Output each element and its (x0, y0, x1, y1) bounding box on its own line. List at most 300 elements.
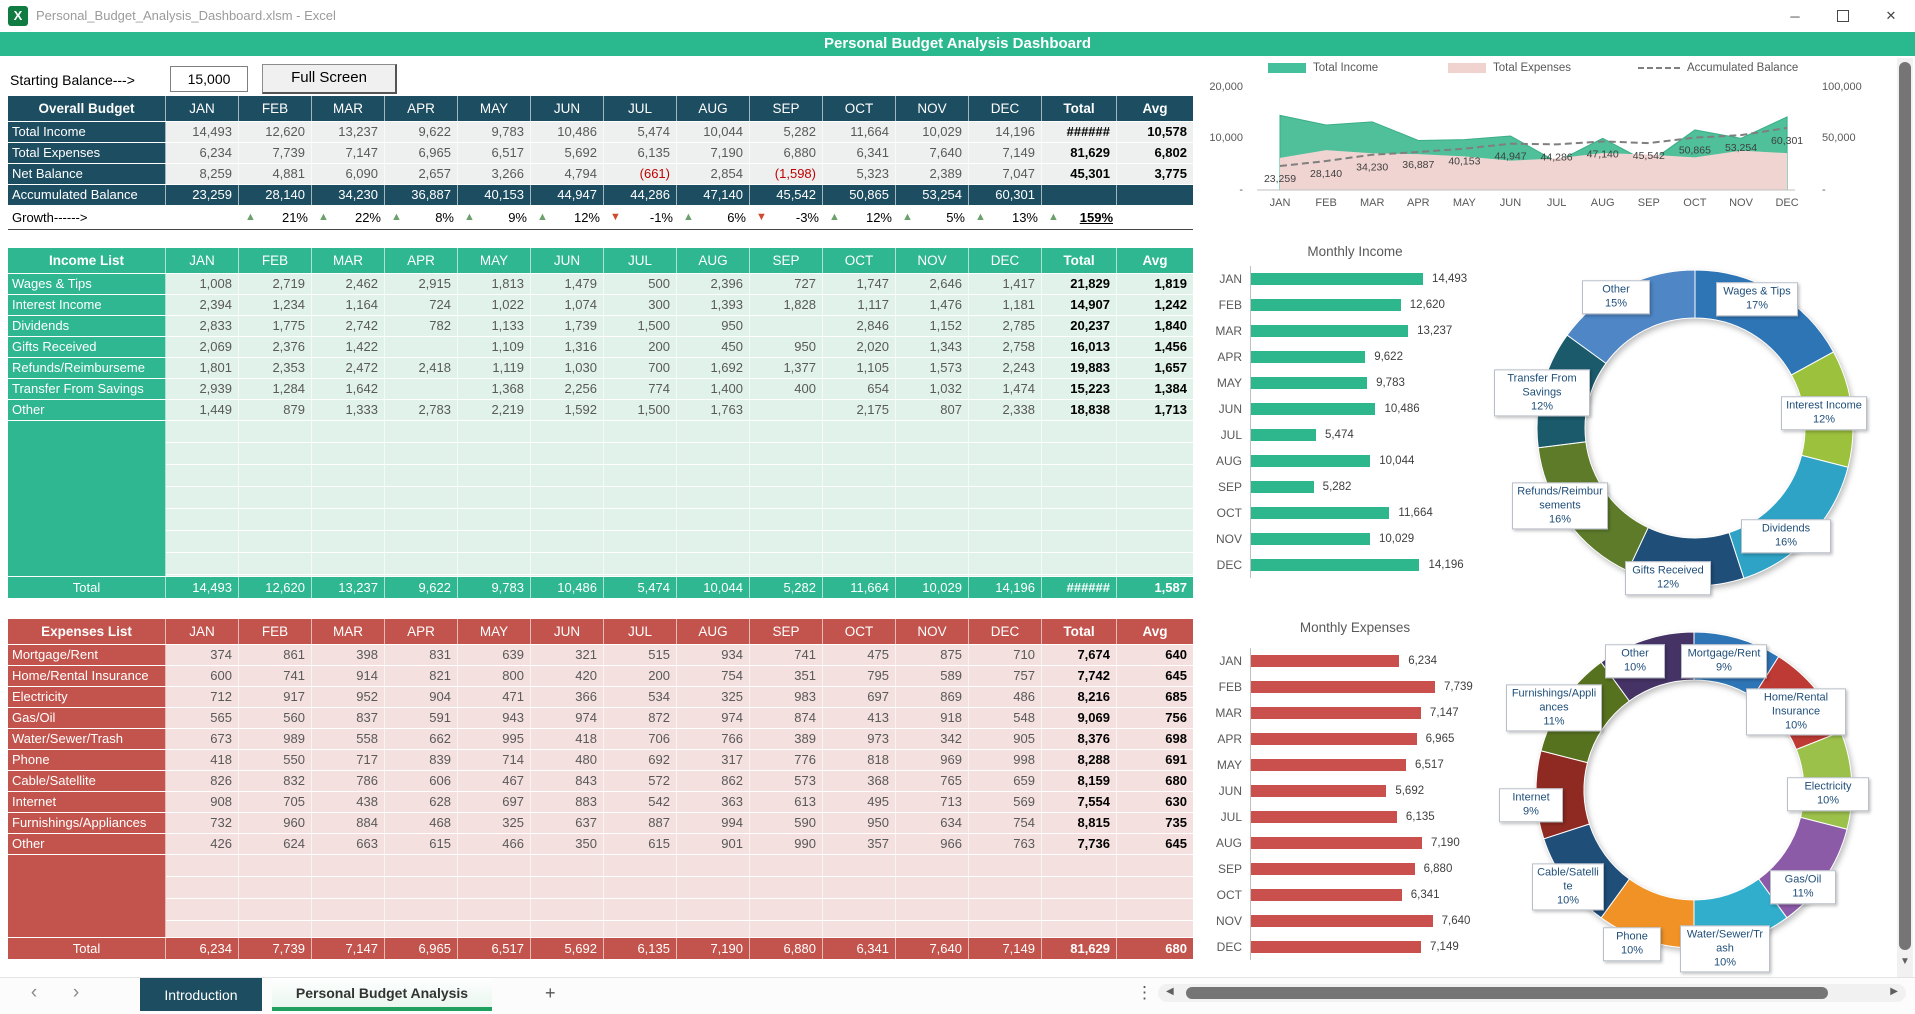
table-cell[interactable]: 766 (677, 729, 750, 749)
table-cell[interactable]: 974 (531, 708, 604, 728)
table-cell[interactable] (1117, 421, 1193, 576)
table-cell[interactable]: 712 (166, 687, 239, 707)
total-cell[interactable]: 20,237 (1042, 316, 1117, 336)
avg-cell[interactable]: 3,775 (1117, 164, 1193, 184)
column-header[interactable]: MAY (458, 96, 531, 121)
table-cell[interactable]: 1,400 (677, 379, 750, 399)
table-cell[interactable]: 515 (604, 645, 677, 665)
table-cell[interactable] (677, 855, 750, 937)
table-cell[interactable] (458, 421, 531, 576)
table-cell[interactable]: 4,794 (531, 164, 604, 184)
total-cell[interactable]: 7,674 (1042, 645, 1117, 665)
table-cell[interactable] (166, 855, 239, 937)
table-cell[interactable]: 1,343 (896, 337, 969, 357)
table-cell[interactable]: 10,044 (677, 577, 750, 598)
row-label[interactable]: Refunds/Reimburseme (8, 358, 166, 378)
table-cell[interactable]: 943 (458, 708, 531, 728)
table-cell[interactable]: 11,664 (823, 577, 896, 598)
table-cell[interactable]: 6,965 (385, 143, 458, 163)
minimize-button[interactable] (1771, 0, 1819, 32)
table-cell[interactable]: 990 (750, 834, 823, 854)
column-header[interactable]: AUG (677, 248, 750, 273)
table-cell[interactable]: 47,140 (677, 185, 750, 205)
total-cell[interactable]: 14,907 (1042, 295, 1117, 315)
table-cell[interactable]: (661) (604, 164, 677, 184)
avg-cell[interactable]: 645 (1117, 666, 1193, 686)
table-cell[interactable]: 989 (239, 729, 312, 749)
column-header[interactable]: Avg (1142, 253, 1168, 268)
table-cell[interactable]: 697 (458, 792, 531, 812)
full-screen-button[interactable]: Full Screen (262, 64, 397, 94)
table-cell[interactable]: 363 (677, 792, 750, 812)
table-cell[interactable] (1042, 421, 1117, 576)
table-cell[interactable]: 639 (458, 645, 531, 665)
table-cell[interactable]: 36,887 (385, 185, 458, 205)
table-cell[interactable]: 450 (677, 337, 750, 357)
table-cell[interactable]: 1,105 (823, 358, 896, 378)
table-cell[interactable] (385, 337, 458, 357)
table-cell[interactable]: 998 (969, 750, 1042, 770)
table-cell[interactable]: 480 (531, 750, 604, 770)
table-cell[interactable] (385, 421, 458, 576)
table-cell[interactable]: 14,493 (166, 577, 239, 598)
table-cell[interactable]: 700 (604, 358, 677, 378)
table-cell[interactable]: 590 (750, 813, 823, 833)
table-cell[interactable]: 2,915 (385, 274, 458, 294)
total-cell[interactable]: 18,838 (1042, 400, 1117, 420)
table-cell[interactable]: 6,341 (823, 938, 896, 959)
table-cell[interactable]: 351 (750, 666, 823, 686)
table-cell[interactable]: 1,573 (896, 358, 969, 378)
column-header[interactable]: JUN (531, 96, 604, 121)
table-cell[interactable]: 872 (604, 708, 677, 728)
table-cell[interactable]: 1,133 (458, 316, 531, 336)
column-header[interactable]: APR (385, 248, 458, 273)
table-cell[interactable]: 1,377 (750, 358, 823, 378)
table-cell[interactable] (531, 421, 604, 576)
growth-cell[interactable] (823, 206, 896, 229)
table-cell[interactable]: 13,237 (312, 122, 385, 142)
table-cell[interactable]: 591 (385, 708, 458, 728)
column-header[interactable]: MAR (312, 96, 385, 121)
table-cell[interactable]: 934 (677, 645, 750, 665)
table-cell[interactable]: 662 (385, 729, 458, 749)
table-cell[interactable]: 869 (896, 687, 969, 707)
table-cell[interactable] (604, 421, 677, 576)
row-label[interactable]: Dividends (8, 316, 166, 336)
table-cell[interactable]: 6,090 (312, 164, 385, 184)
table-cell[interactable]: 2,846 (823, 316, 896, 336)
table-cell[interactable]: 14,196 (969, 577, 1042, 598)
next-sheet-icon[interactable]: › (72, 982, 80, 1003)
table-cell[interactable]: 6,517 (458, 938, 531, 959)
table-cell[interactable]: 7,190 (677, 143, 750, 163)
column-header[interactable]: JUN (531, 248, 604, 273)
table-cell[interactable]: 1,747 (823, 274, 896, 294)
total-cell[interactable]: 16,013 (1042, 337, 1117, 357)
table-cell[interactable]: 60,301 (969, 185, 1042, 205)
total-cell[interactable]: 15,223 (1042, 379, 1117, 399)
table-cell[interactable]: 818 (823, 750, 896, 770)
table-cell[interactable]: 795 (823, 666, 896, 686)
column-header[interactable]: JUL (604, 248, 677, 273)
avg-cell[interactable] (1117, 185, 1193, 205)
scroll-left-icon[interactable]: ◀ (1166, 986, 1174, 997)
total-cell[interactable]: ###### (1042, 577, 1117, 598)
column-header[interactable]: OCT (823, 96, 896, 121)
table-cell[interactable]: 917 (239, 687, 312, 707)
table-cell[interactable]: 2,418 (385, 358, 458, 378)
total-cell[interactable] (1042, 185, 1117, 205)
vertical-scrollbar-thumb[interactable] (1899, 62, 1911, 950)
table-cell[interactable]: 10,029 (896, 577, 969, 598)
table-cell[interactable] (531, 855, 604, 937)
avg-cell[interactable]: 1,456 (1117, 337, 1193, 357)
table-title[interactable]: Expenses List (8, 619, 166, 644)
table-cell[interactable]: 1,828 (750, 295, 823, 315)
table-cell[interactable]: 11,664 (823, 122, 896, 142)
table-cell[interactable]: 2,396 (677, 274, 750, 294)
table-cell[interactable]: 615 (604, 834, 677, 854)
column-header[interactable]: JUL (604, 619, 677, 644)
table-cell[interactable]: 1,119 (458, 358, 531, 378)
table-cell[interactable]: 34,230 (312, 185, 385, 205)
table-cell[interactable]: 628 (385, 792, 458, 812)
avg-cell[interactable]: 735 (1117, 813, 1193, 833)
total-cell[interactable]: 7,742 (1042, 666, 1117, 686)
table-cell[interactable]: 560 (239, 708, 312, 728)
sheet-tab-introduction[interactable]: Introduction (140, 978, 262, 1011)
table-cell[interactable]: 807 (896, 400, 969, 420)
table-cell[interactable]: 12,620 (239, 577, 312, 598)
row-label[interactable]: Furnishings/Appliances (8, 813, 166, 833)
table-cell[interactable]: 14,196 (969, 122, 1042, 142)
table-cell[interactable]: 10,486 (531, 577, 604, 598)
avg-cell[interactable]: 1,713 (1117, 400, 1193, 420)
column-header[interactable]: FEB (239, 248, 312, 273)
column-header[interactable]: DEC (969, 619, 1042, 644)
table-cell[interactable]: 5,692 (531, 143, 604, 163)
table-cell[interactable]: 9,622 (385, 577, 458, 598)
table-cell[interactable] (239, 421, 312, 576)
table-cell[interactable]: 1,284 (239, 379, 312, 399)
table-cell[interactable]: 2,785 (969, 316, 1042, 336)
scroll-right-icon[interactable]: ▶ (1890, 986, 1898, 997)
column-header[interactable]: AUG (677, 96, 750, 121)
table-cell[interactable]: 1,449 (166, 400, 239, 420)
growth-total-cell[interactable] (1042, 206, 1117, 229)
table-cell[interactable]: 7,640 (896, 143, 969, 163)
total-cell[interactable]: ###### (1042, 122, 1117, 142)
table-cell[interactable]: 673 (166, 729, 239, 749)
table-cell[interactable]: 654 (823, 379, 896, 399)
table-cell[interactable]: 45,542 (750, 185, 823, 205)
total-cell[interactable]: 8,376 (1042, 729, 1117, 749)
table-cell[interactable]: 995 (458, 729, 531, 749)
table-cell[interactable]: 466 (458, 834, 531, 854)
table-cell[interactable]: 1,008 (166, 274, 239, 294)
column-header[interactable]: MAR (312, 619, 385, 644)
table-cell[interactable]: 1,333 (312, 400, 385, 420)
avg-cell[interactable]: 680 (1117, 771, 1193, 791)
table-cell[interactable]: 1,393 (677, 295, 750, 315)
avg-cell[interactable]: 685 (1117, 687, 1193, 707)
table-cell[interactable]: 366 (531, 687, 604, 707)
table-cell[interactable]: 7,149 (969, 143, 1042, 163)
table-cell[interactable]: 10,486 (531, 122, 604, 142)
table-cell[interactable]: 548 (969, 708, 1042, 728)
growth-cell[interactable] (677, 206, 750, 229)
table-cell[interactable] (312, 421, 385, 576)
row-label[interactable]: Transfer From Savings (8, 379, 166, 399)
table-cell[interactable]: 486 (969, 687, 1042, 707)
table-cell[interactable]: 418 (166, 750, 239, 770)
table-cell[interactable]: 28,140 (239, 185, 312, 205)
row-label[interactable]: Accumulated Balance (8, 185, 166, 205)
table-cell[interactable]: 5,282 (750, 577, 823, 598)
table-cell[interactable]: 374 (166, 645, 239, 665)
table-cell[interactable]: 534 (604, 687, 677, 707)
income-expense-trend-chart[interactable] (1195, 80, 1905, 220)
table-cell[interactable]: (1,598) (750, 164, 823, 184)
table-cell[interactable]: 1,030 (531, 358, 604, 378)
table-cell[interactable]: 2,389 (896, 164, 969, 184)
table-cell[interactable]: 1,422 (312, 337, 385, 357)
table-cell[interactable]: 883 (531, 792, 604, 812)
row-label[interactable]: Interest Income (8, 295, 166, 315)
table-cell[interactable]: 1,474 (969, 379, 1042, 399)
table-cell[interactable]: 2,462 (312, 274, 385, 294)
table-cell[interactable] (750, 316, 823, 336)
row-label[interactable]: Mortgage/Rent (8, 645, 166, 665)
table-cell[interactable]: 741 (239, 666, 312, 686)
table-cell[interactable]: 606 (385, 771, 458, 791)
column-header[interactable]: APR (385, 96, 458, 121)
table-cell[interactable] (969, 855, 1042, 937)
table-cell[interactable]: 6,341 (823, 143, 896, 163)
horizontal-scrollbar[interactable] (1158, 984, 1906, 1002)
table-cell[interactable] (166, 421, 239, 576)
table-cell[interactable]: 966 (896, 834, 969, 854)
table-cell[interactable]: 624 (239, 834, 312, 854)
table-cell[interactable]: 14,493 (166, 122, 239, 142)
row-label[interactable]: Gas/Oil (8, 708, 166, 728)
avg-cell[interactable]: 10,578 (1117, 122, 1193, 142)
row-label[interactable]: Phone (8, 750, 166, 770)
table-cell[interactable]: 468 (385, 813, 458, 833)
table-cell[interactable]: 7,739 (239, 938, 312, 959)
table-cell[interactable]: 697 (823, 687, 896, 707)
table-cell[interactable] (823, 421, 896, 576)
table-cell[interactable]: 1,022 (458, 295, 531, 315)
table-cell[interactable]: 2,939 (166, 379, 239, 399)
table-cell[interactable]: 438 (312, 792, 385, 812)
table-cell[interactable]: 1,074 (531, 295, 604, 315)
monthly-income-chart[interactable] (1200, 266, 1530, 578)
row-label[interactable]: Other (8, 834, 166, 854)
table-cell[interactable]: 5,323 (823, 164, 896, 184)
column-header[interactable]: SEP (750, 248, 823, 273)
table-cell[interactable]: 1,763 (677, 400, 750, 420)
avg-cell[interactable]: 1,587 (1154, 580, 1187, 595)
table-cell[interactable]: 874 (750, 708, 823, 728)
table-cell[interactable]: 741 (750, 645, 823, 665)
avg-cell[interactable]: 645 (1117, 834, 1193, 854)
table-cell[interactable]: 1,417 (969, 274, 1042, 294)
table-cell[interactable]: 973 (823, 729, 896, 749)
table-cell[interactable]: 763 (969, 834, 1042, 854)
table-cell[interactable]: 5,474 (604, 577, 677, 598)
table-cell[interactable]: 1,801 (166, 358, 239, 378)
total-cell[interactable]: 7,736 (1042, 834, 1117, 854)
table-cell[interactable]: 776 (750, 750, 823, 770)
table-cell[interactable]: 325 (677, 687, 750, 707)
column-header[interactable]: AUG (677, 619, 750, 644)
table-cell[interactable]: 471 (458, 687, 531, 707)
table-cell[interactable]: 1,642 (312, 379, 385, 399)
table-cell[interactable]: 3,266 (458, 164, 531, 184)
total-cell[interactable]: 7,554 (1042, 792, 1117, 812)
table-cell[interactable]: 705 (239, 792, 312, 812)
column-header[interactable]: APR (385, 619, 458, 644)
avg-cell[interactable]: 630 (1117, 792, 1193, 812)
table-cell[interactable]: 717 (312, 750, 385, 770)
table-cell[interactable]: 569 (969, 792, 1042, 812)
close-button[interactable] (1867, 0, 1915, 32)
table-cell[interactable]: 9,783 (458, 577, 531, 598)
column-header[interactable]: SEP (750, 619, 823, 644)
table-cell[interactable]: 23,259 (166, 185, 239, 205)
total-cell[interactable]: 81,629 (1042, 938, 1117, 959)
table-cell[interactable]: 1,592 (531, 400, 604, 420)
table-cell[interactable]: 413 (823, 708, 896, 728)
table-cell[interactable]: 6,880 (750, 143, 823, 163)
table-cell[interactable]: 952 (312, 687, 385, 707)
table-cell[interactable]: 2,742 (312, 316, 385, 336)
table-cell[interactable] (823, 855, 896, 937)
table-cell[interactable]: 1,692 (677, 358, 750, 378)
row-label[interactable]: Net Balance (8, 164, 166, 184)
table-cell[interactable]: 1,775 (239, 316, 312, 336)
table-cell[interactable]: 7,147 (312, 938, 385, 959)
table-cell[interactable]: 969 (896, 750, 969, 770)
row-label[interactable]: Gifts Received (8, 337, 166, 357)
table-cell[interactable]: 600 (166, 666, 239, 686)
table-cell[interactable]: 550 (239, 750, 312, 770)
table-cell[interactable]: 12,620 (239, 122, 312, 142)
table-cell[interactable]: 7,149 (969, 938, 1042, 959)
table-cell[interactable]: 7,147 (312, 143, 385, 163)
total-cell[interactable]: 8,216 (1042, 687, 1117, 707)
table-cell[interactable]: 2,338 (969, 400, 1042, 420)
table-cell[interactable]: 558 (312, 729, 385, 749)
table-cell[interactable]: 706 (604, 729, 677, 749)
table-cell[interactable]: 960 (239, 813, 312, 833)
growth-cell[interactable] (531, 206, 604, 229)
table-cell[interactable]: 317 (677, 750, 750, 770)
table-cell[interactable]: 692 (604, 750, 677, 770)
table-cell[interactable]: 2,854 (677, 164, 750, 184)
table-cell[interactable]: 2,719 (239, 274, 312, 294)
table-cell[interactable] (750, 855, 823, 937)
table-cell[interactable]: 7,640 (896, 938, 969, 959)
table-cell[interactable]: 843 (531, 771, 604, 791)
table-cell[interactable]: 420 (531, 666, 604, 686)
table-cell[interactable]: 565 (166, 708, 239, 728)
column-header[interactable]: NOV (896, 248, 969, 273)
starting-balance-input[interactable]: 15,000 (170, 66, 248, 92)
table-cell[interactable] (312, 855, 385, 937)
table-cell[interactable]: 418 (531, 729, 604, 749)
table-cell[interactable]: 1,368 (458, 379, 531, 399)
table-cell[interactable]: 7,739 (239, 143, 312, 163)
table-cell[interactable]: 837 (312, 708, 385, 728)
table-cell[interactable]: 1,234 (239, 295, 312, 315)
table-cell[interactable]: 13,237 (312, 577, 385, 598)
table-cell[interactable] (969, 421, 1042, 576)
table-cell[interactable]: 2,243 (969, 358, 1042, 378)
table-cell[interactable]: 4,881 (239, 164, 312, 184)
table-cell[interactable]: 914 (312, 666, 385, 686)
table-cell[interactable]: 6,234 (166, 938, 239, 959)
column-header[interactable]: NOV (896, 96, 969, 121)
column-header[interactable]: JAN (166, 96, 239, 121)
table-cell[interactable]: 6,234 (166, 143, 239, 163)
table-cell[interactable]: 5,282 (750, 122, 823, 142)
table-cell[interactable]: 10,029 (896, 122, 969, 142)
avg-cell[interactable]: 680 (1165, 941, 1187, 956)
table-cell[interactable]: 950 (823, 813, 896, 833)
table-cell[interactable]: 861 (239, 645, 312, 665)
table-cell[interactable]: 2,758 (969, 337, 1042, 357)
sheet-tab-personal-budget-analysis[interactable]: Personal Budget Analysis (272, 978, 492, 1011)
table-cell[interactable]: 8,259 (166, 164, 239, 184)
growth-cell[interactable] (896, 206, 969, 229)
table-cell[interactable]: 573 (750, 771, 823, 791)
table-cell[interactable] (750, 421, 823, 576)
table-cell[interactable] (750, 400, 823, 420)
table-cell[interactable]: 1,479 (531, 274, 604, 294)
table-cell[interactable]: 2,069 (166, 337, 239, 357)
table-cell[interactable]: 300 (604, 295, 677, 315)
table-cell[interactable]: 400 (750, 379, 823, 399)
table-cell[interactable]: 774 (604, 379, 677, 399)
table-cell[interactable] (896, 855, 969, 937)
table-cell[interactable]: 40,153 (458, 185, 531, 205)
table-cell[interactable]: 5,692 (531, 938, 604, 959)
growth-cell[interactable] (166, 206, 239, 229)
table-cell[interactable]: 321 (531, 645, 604, 665)
table-cell[interactable]: 862 (677, 771, 750, 791)
table-cell[interactable]: 2,833 (166, 316, 239, 336)
table-cell[interactable]: 839 (385, 750, 458, 770)
row-label[interactable]: Wages & Tips (8, 274, 166, 294)
table-cell[interactable]: 974 (677, 708, 750, 728)
table-cell[interactable]: 714 (458, 750, 531, 770)
table-cell[interactable]: 615 (385, 834, 458, 854)
table-cell[interactable]: 1,032 (896, 379, 969, 399)
avg-cell[interactable]: 756 (1117, 708, 1193, 728)
column-header[interactable]: MAY (458, 248, 531, 273)
column-header[interactable]: MAR (312, 248, 385, 273)
table-cell[interactable]: 994 (677, 813, 750, 833)
table-cell[interactable]: 782 (385, 316, 458, 336)
table-cell[interactable]: 905 (969, 729, 1042, 749)
table-cell[interactable]: 50,865 (823, 185, 896, 205)
table-cell[interactable]: 53,254 (896, 185, 969, 205)
table-cell[interactable]: 398 (312, 645, 385, 665)
table-cell[interactable] (896, 421, 969, 576)
